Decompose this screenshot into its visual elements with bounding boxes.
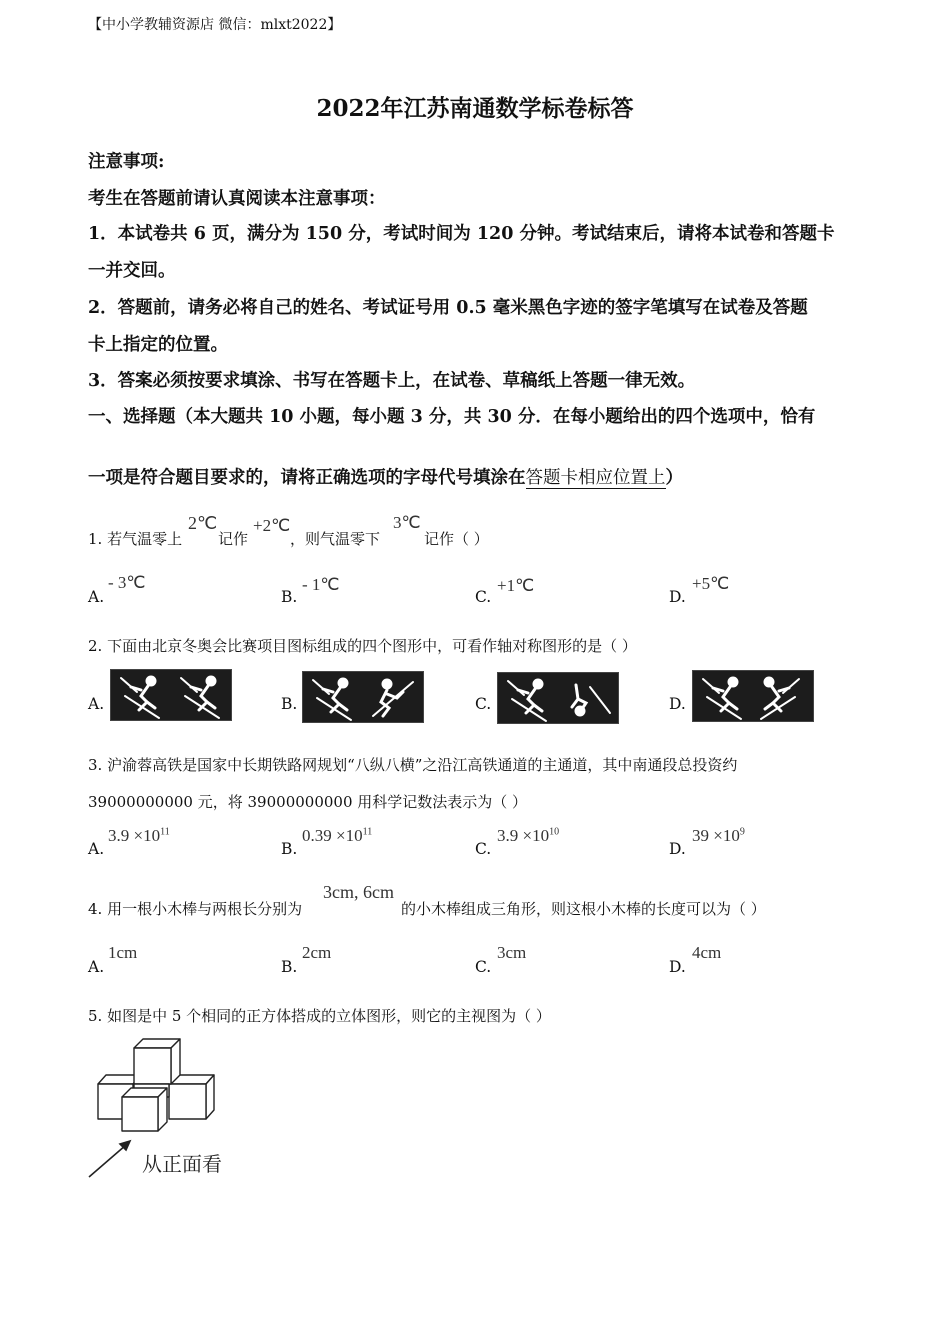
q5-text: 5. 如图是中 5 个相同的正方体搭成的立体图形，则它的主视图为（ ） (88, 1007, 551, 1025)
q1-text-1: 1. 若气温零上 (88, 530, 183, 548)
section-heading: 一、选择题（本大题共 10 小题，每小题 3 分，共 30 分．在每小题给出的四个选项中，恰有 (88, 407, 816, 427)
q4-option-c-value: 3cm (497, 943, 527, 962)
page-title: 2022年江苏南通数学标卷标答 (316, 95, 634, 122)
q2-option-b-label[interactable]: B. (281, 695, 298, 713)
q2-option-c-label[interactable]: C. (475, 695, 492, 713)
q3-option-c-value: $3.9 \times 10^{10}$ (497, 826, 560, 845)
q4-option-c-label[interactable]: C. (475, 958, 492, 976)
section-instructions-c: ） (665, 468, 683, 488)
q3-option-d-label[interactable]: D. (669, 840, 686, 858)
notice-heading: 注意事项: (88, 152, 165, 172)
section-instructions-a: 一项是符合题目要求的，请将正确选项的字母代号填涂在 (88, 468, 526, 488)
q4-text-2: 的小木棒组成三角形，则这根小木棒的长度可以为（ ） (401, 900, 766, 918)
q1-math-3: 3℃ (393, 513, 421, 532)
q4-option-b-label[interactable]: B. (281, 958, 298, 976)
q2-option-c-image (497, 672, 619, 724)
view-direction-label: 从正面看 (142, 1152, 222, 1176)
q2-option-a-image (110, 669, 232, 721)
notice-intro: 考生在答题前请认真阅读本注意事项： (88, 189, 386, 209)
q3-option-c-label[interactable]: C. (475, 840, 492, 858)
q4-math-1: 3cm, 6cm (323, 882, 394, 902)
q3-option-d-value: $39 \times 10^9$ (692, 826, 745, 845)
q1-option-b-value: - 1℃ (302, 575, 340, 594)
q1-math-1: 2℃ (188, 513, 218, 533)
q1-text-4: 记作（ ） (424, 530, 489, 548)
q1-option-a-value: - 3℃ (108, 573, 146, 592)
q3-option-a-value: $3.9 \times 10^{11}$ (108, 826, 170, 845)
notice-item-2: 2．答题前，请务必将自己的姓名、考试证号用 0.5 毫米黑色字迹的签字笔填写在试卷及答题 (88, 298, 808, 318)
q1-option-a-label[interactable]: A. (88, 588, 105, 606)
q4-option-b-value: 2cm (302, 943, 332, 962)
q3-option-a-label[interactable]: A. (88, 840, 105, 858)
q2-option-a-label[interactable]: A. (88, 695, 105, 713)
q1-option-d-value: +5℃ (692, 574, 730, 593)
q2-option-b-image (302, 671, 424, 723)
section-instructions (88, 464, 683, 489)
q3-text-line1: 3. 沪渝蓉高铁是国家中长期铁路网规划“八纵八横”之沿江高铁通道的主通道，其中南通段总投资约 (88, 756, 738, 774)
q1-option-c-label[interactable]: C. (475, 588, 492, 606)
q4-text-1: 4. 用一根小木棒与两根长分别为 (88, 900, 303, 918)
q3-text-line2: 39000000000 元，将 39000000000 用科学记数法表示为（ ） (88, 793, 528, 811)
q1-text-3: ，则气温零下 (290, 530, 381, 548)
notice-item-2-cont: 卡上指定的位置。 (88, 335, 228, 355)
q4-option-d-label[interactable]: D. (669, 958, 686, 976)
notice-item-1: 1．本试卷共 6 页，满分为 150 分，考试时间为 120 分钟。考试结束后，请将本试卷和答题卡 (88, 224, 835, 244)
q3-option-b-label[interactable]: B. (281, 840, 298, 858)
q1-text-2: 记作 (218, 530, 249, 548)
q1-option-b-label[interactable]: B. (281, 588, 298, 606)
q1-option-d-label[interactable]: D. (669, 588, 686, 606)
q2-option-d-label[interactable]: D. (669, 695, 686, 713)
source-header: 【中小学教辅资源店 微信：mlxt2022】 (88, 17, 342, 33)
q1-option-c-value: +1℃ (497, 576, 535, 595)
notice-item-3: 3．答案必须按要求填涂、书写在答题卡上，在试卷、草稿纸上答题一律无效。 (88, 371, 696, 391)
section-instructions-underlined: 答题卡相应位置上 (525, 468, 666, 488)
q2-option-d-image (692, 670, 814, 722)
q4-option-a-value: 1cm (108, 943, 138, 962)
q2-text: 2. 下面由北京冬奥会比赛项目图标组成的四个图形中，可看作轴对称图形的是（ ） (88, 637, 637, 655)
q1-math-2: +2℃ (253, 516, 291, 535)
q3-option-b-value: $0.39 \times 10^{11}$ (302, 826, 373, 845)
notice-item-1-cont: 一并交回。 (88, 261, 176, 281)
q4-option-a-label[interactable]: A. (88, 958, 105, 976)
q4-option-d-value: 4cm (692, 943, 722, 962)
